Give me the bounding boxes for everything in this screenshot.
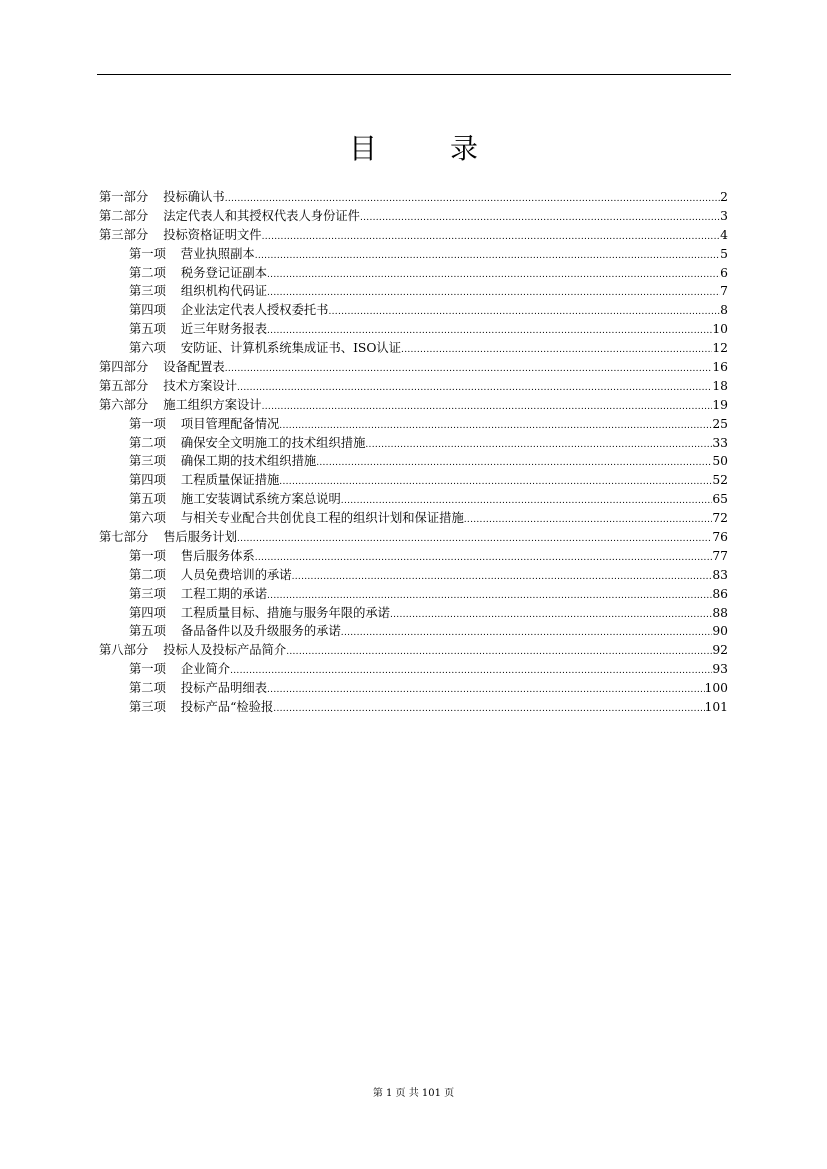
toc-dot-leader bbox=[390, 604, 712, 623]
toc-dot-leader bbox=[225, 188, 720, 207]
toc-dot-leader bbox=[328, 301, 720, 320]
toc-entry-number: 第二项 bbox=[129, 435, 166, 450]
toc-entry-number: 第六项 bbox=[129, 511, 166, 526]
table-of-contents bbox=[99, 188, 728, 717]
toc-entry[interactable] bbox=[99, 641, 728, 660]
toc-dot-leader bbox=[341, 490, 713, 509]
toc-entry-number: 第三项 bbox=[129, 284, 166, 299]
toc-entry[interactable] bbox=[99, 509, 728, 528]
toc-dot-leader bbox=[262, 226, 721, 245]
toc-entry-label: 技术方案设计 bbox=[163, 378, 237, 393]
toc-entry-page: 72 bbox=[712, 511, 728, 526]
toc-entry-page: 100 bbox=[704, 681, 728, 696]
toc-entry-page: 12 bbox=[712, 341, 728, 356]
toc-entry-label: 售后服务体系 bbox=[180, 548, 255, 563]
toc-entry-label: 项目管理配备情况 bbox=[180, 416, 280, 431]
toc-entry-number: 第一项 bbox=[129, 548, 166, 563]
toc-entry[interactable] bbox=[99, 434, 728, 453]
toc-entry-number: 第四部分 bbox=[99, 360, 149, 375]
toc-entry-number: 第四项 bbox=[129, 605, 166, 620]
toc-entry-page: 3 bbox=[720, 208, 728, 223]
toc-entry-page: 76 bbox=[712, 530, 728, 545]
toc-entry-number: 第四项 bbox=[129, 303, 166, 318]
toc-entry-label: 备品备件以及升级服务的承诺 bbox=[180, 624, 341, 639]
toc-entry[interactable] bbox=[99, 490, 728, 509]
toc-entry-label: 企业简介 bbox=[180, 662, 231, 677]
toc-entry[interactable] bbox=[99, 207, 728, 226]
toc-entry-number: 第三项 bbox=[129, 586, 166, 601]
toc-entry-number: 第一项 bbox=[129, 662, 166, 677]
toc-entry[interactable] bbox=[99, 585, 728, 604]
toc-entry-page: 86 bbox=[712, 586, 728, 601]
toc-entry[interactable] bbox=[99, 452, 728, 471]
toc-dot-leader bbox=[360, 207, 720, 226]
toc-dot-leader bbox=[292, 566, 713, 585]
toc-dot-leader bbox=[267, 282, 720, 301]
toc-dot-leader bbox=[237, 377, 712, 396]
toc-entry-label: 投标确认书 bbox=[163, 190, 225, 204]
toc-entry[interactable] bbox=[99, 698, 728, 717]
toc-entry-label: 设备配置表 bbox=[163, 360, 225, 375]
toc-entry-label: 税务登记证副本 bbox=[180, 265, 267, 280]
toc-entry-page: 50 bbox=[712, 454, 728, 469]
page-footer: 第 1 页 共 101 页 bbox=[372, 1088, 455, 1099]
toc-entry-page: 10 bbox=[712, 322, 728, 337]
toc-entry-label: 确保安全文明施工的技术组织措施 bbox=[180, 435, 366, 450]
toc-dot-leader bbox=[267, 264, 720, 283]
toc-entry-page: 93 bbox=[712, 662, 728, 677]
toc-dot-leader bbox=[267, 585, 712, 604]
toc-entry-number: 第五部分 bbox=[99, 378, 149, 393]
toc-dot-leader bbox=[230, 660, 712, 679]
toc-entry[interactable] bbox=[99, 396, 728, 415]
toc-entry-label: 营业执照副本 bbox=[180, 246, 255, 261]
toc-entry-page: 90 bbox=[712, 624, 728, 639]
toc-entry-label: 企业法定代表人授权委托书 bbox=[180, 303, 329, 318]
toc-entry-label: 施工安装调试系统方案总说明 bbox=[180, 492, 341, 507]
toc-entry-label: 工程质量目标、措施与服务年限的承诺 bbox=[180, 605, 390, 620]
toc-entry[interactable] bbox=[99, 679, 728, 698]
toc-entry-page: 2 bbox=[720, 190, 728, 204]
toc-entry[interactable] bbox=[99, 622, 728, 641]
toc-entry[interactable] bbox=[99, 188, 728, 207]
toc-entry-label: 近三年财务报表 bbox=[180, 322, 267, 337]
toc-entry-page: 8 bbox=[720, 303, 728, 318]
toc-entry-page: 7 bbox=[720, 284, 728, 299]
toc-entry-page: 5 bbox=[720, 246, 728, 261]
toc-entry-page: 18 bbox=[712, 378, 728, 393]
toc-entry[interactable] bbox=[99, 245, 728, 264]
toc-entry-page: 92 bbox=[712, 643, 728, 658]
toc-dot-leader bbox=[267, 320, 712, 339]
toc-entry-number: 第一部分 bbox=[99, 190, 149, 204]
toc-dot-leader bbox=[401, 339, 712, 358]
page-title: 目 录 bbox=[349, 132, 510, 165]
toc-entry-label: 投标人及投标产品简介 bbox=[163, 643, 287, 658]
toc-entry-page: 33 bbox=[712, 435, 728, 450]
toc-entry[interactable] bbox=[99, 566, 728, 585]
toc-entry-page: 6 bbox=[720, 265, 728, 280]
toc-entry-page: 83 bbox=[712, 567, 728, 582]
toc-entry-number: 第三项 bbox=[129, 454, 166, 469]
toc-entry-label: 投标产品明细表 bbox=[180, 681, 267, 696]
toc-entry-page: 19 bbox=[712, 397, 728, 412]
toc-dot-leader bbox=[273, 698, 704, 717]
toc-entry-number: 第二项 bbox=[129, 681, 166, 696]
toc-entry-number: 第六部分 bbox=[99, 397, 149, 412]
toc-entry[interactable] bbox=[99, 301, 728, 320]
toc-entry-label: 工程工期的承诺 bbox=[180, 586, 267, 601]
toc-entry-label: 法定代表人和其授权代表人身份证件 bbox=[163, 208, 360, 223]
toc-entry[interactable] bbox=[99, 320, 728, 339]
toc-entry-number: 第八部分 bbox=[99, 643, 149, 658]
toc-entry-label: 售后服务计划 bbox=[163, 530, 237, 545]
toc-entry[interactable] bbox=[99, 377, 728, 396]
toc-entry-number: 第二项 bbox=[129, 567, 166, 582]
toc-entry-page: 16 bbox=[712, 360, 728, 375]
toc-entry[interactable] bbox=[99, 471, 728, 490]
toc-entry-page: 52 bbox=[712, 473, 728, 488]
toc-entry-number: 第六项 bbox=[129, 341, 166, 356]
toc-entry-number: 第三部分 bbox=[99, 227, 149, 242]
toc-dot-leader bbox=[279, 471, 712, 490]
toc-dot-leader bbox=[237, 528, 712, 547]
toc-dot-leader bbox=[262, 396, 713, 415]
toc-entry-number: 第二项 bbox=[129, 265, 166, 280]
toc-entry-label: 人员免费培训的承诺 bbox=[180, 567, 292, 582]
toc-entry[interactable] bbox=[99, 547, 728, 566]
toc-entry-page: 25 bbox=[712, 416, 728, 431]
toc-entry-label: 投标资格证明文件 bbox=[163, 227, 262, 242]
toc-entry-page: 65 bbox=[712, 492, 728, 507]
toc-entry[interactable] bbox=[99, 528, 728, 547]
toc-dot-leader bbox=[316, 452, 712, 471]
toc-entry-page: 4 bbox=[720, 227, 728, 242]
header-rule bbox=[97, 74, 731, 75]
toc-dot-leader bbox=[225, 358, 713, 377]
toc-entry-number: 第一项 bbox=[129, 416, 166, 431]
toc-dot-leader bbox=[279, 415, 712, 434]
toc-entry[interactable] bbox=[99, 282, 728, 301]
toc-entry-label: 施工组织方案设计 bbox=[163, 397, 262, 412]
toc-entry[interactable] bbox=[99, 339, 728, 358]
toc-entry-number: 第四项 bbox=[129, 473, 166, 488]
toc-entry-label: 安防证、计算机系统集成证书、ISO认证 bbox=[180, 341, 402, 356]
toc-dot-leader bbox=[255, 547, 713, 566]
toc-entry-label: 投标产品“检验报 bbox=[180, 700, 274, 715]
toc-entry[interactable] bbox=[99, 358, 728, 377]
toc-entry-number: 第三项 bbox=[129, 700, 166, 715]
toc-entry-number: 第五项 bbox=[129, 492, 166, 507]
toc-entry-page: 77 bbox=[712, 548, 728, 563]
toc-dot-leader bbox=[464, 509, 713, 528]
toc-entry-number: 第五项 bbox=[129, 624, 166, 639]
toc-entry-number: 第七部分 bbox=[99, 530, 149, 545]
toc-dot-leader bbox=[267, 679, 705, 698]
toc-entry[interactable] bbox=[99, 264, 728, 283]
toc-entry-number: 第一项 bbox=[129, 246, 166, 261]
toc-entry-number: 第二部分 bbox=[99, 208, 149, 223]
toc-dot-leader bbox=[255, 245, 720, 264]
toc-entry[interactable] bbox=[99, 226, 728, 245]
toc-dot-leader bbox=[341, 622, 713, 641]
toc-entry[interactable] bbox=[99, 415, 728, 434]
toc-entry[interactable] bbox=[99, 604, 728, 623]
toc-entry-page: 88 bbox=[712, 605, 728, 620]
toc-dot-leader bbox=[286, 641, 712, 660]
toc-entry-page: 101 bbox=[704, 700, 728, 715]
toc-entry-label: 与相关专业配合共创优良工程的组织计划和保证措施 bbox=[180, 511, 464, 526]
toc-entry-label: 组织机构代码证 bbox=[180, 284, 267, 299]
toc-entry-label: 工程质量保证措施 bbox=[180, 473, 280, 488]
toc-entry[interactable] bbox=[99, 660, 728, 679]
toc-dot-leader bbox=[365, 434, 712, 453]
toc-entry-label: 确保工期的技术组织措施 bbox=[180, 454, 317, 469]
toc-entry-number: 第五项 bbox=[129, 322, 166, 337]
